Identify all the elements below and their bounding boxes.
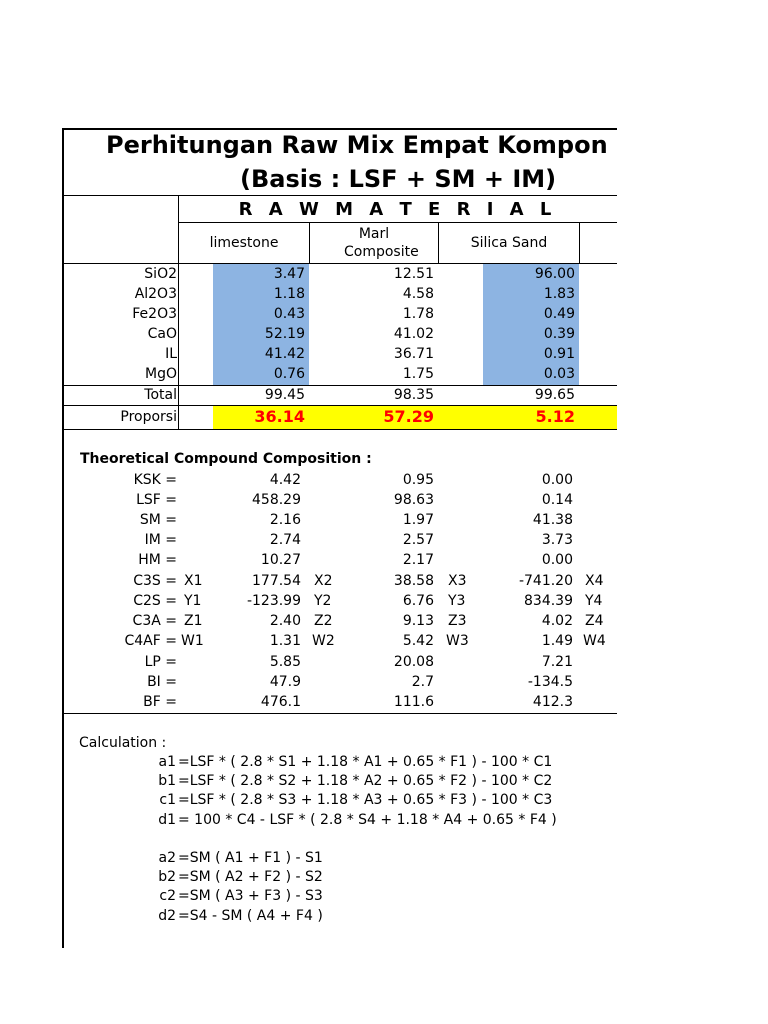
theo-value: 1.97 xyxy=(402,512,434,528)
theo-label: SM = xyxy=(139,512,177,528)
theo-var: W2 xyxy=(312,633,335,649)
oxide-value[interactable]: 0.49 xyxy=(543,306,575,322)
oxide-label: SiO2 xyxy=(144,266,177,282)
calc-name: a1 xyxy=(158,754,176,770)
oxide-value[interactable]: 41.42 xyxy=(264,346,305,362)
theo-label: C4AF = xyxy=(124,633,177,649)
oxide-value[interactable]: 52.19 xyxy=(264,326,305,342)
theo-value: 5.42 xyxy=(402,633,434,649)
calc-expr: =SM ( A3 + F3 ) - S3 xyxy=(178,888,323,904)
theo-value: 111.6 xyxy=(393,694,434,710)
oxide-label: IL xyxy=(165,346,177,362)
theo-var: W4 xyxy=(583,633,606,649)
theo-label: C3S = xyxy=(133,573,177,589)
theo-value: 7.21 xyxy=(541,654,573,670)
proporsi-value: 5.12 xyxy=(535,407,575,426)
oxide-value[interactable]: 1.18 xyxy=(273,286,305,302)
calc-expr: =SM ( A1 + F1 ) - S1 xyxy=(178,850,323,866)
column-header-silica: Silica Sand xyxy=(470,235,548,251)
calc-expr: =SM ( A2 + F2 ) - S2 xyxy=(178,869,323,885)
calc-name: d2 xyxy=(158,908,176,924)
oxide-value[interactable]: 0.03 xyxy=(543,366,575,382)
total-value: 99.65 xyxy=(534,387,575,403)
column-header-marl: Marl Composite xyxy=(344,226,419,260)
theo-var: Y1 xyxy=(184,593,202,609)
oxide-label: Al2O3 xyxy=(134,286,177,302)
theo-value: 47.9 xyxy=(269,674,301,690)
theo-var: Y2 xyxy=(314,593,332,609)
theo-value: -741.20 xyxy=(518,573,573,589)
spreadsheet xyxy=(62,128,617,948)
total-value: 98.35 xyxy=(393,387,434,403)
theo-label: IM = xyxy=(144,532,177,548)
theo-value: 3.73 xyxy=(541,532,573,548)
theo-label: BF = xyxy=(143,694,177,710)
theo-label: HM = xyxy=(138,552,177,568)
theo-var: Z1 xyxy=(184,613,203,629)
theo-var: X3 xyxy=(448,573,467,589)
theo-value: 476.1 xyxy=(260,694,301,710)
calc-expr: =S4 - SM ( A4 + F4 ) xyxy=(178,908,323,924)
calc-name: b2 xyxy=(158,869,176,885)
theo-value: 10.27 xyxy=(260,552,301,568)
theo-var: Y4 xyxy=(585,593,603,609)
calc-expr: = 100 * C4 - LSF * ( 2.8 * S4 + 1.18 * A4 + 0.65 * F4 ) xyxy=(178,812,557,828)
theo-value: 458.29 xyxy=(252,492,301,508)
theo-value: 5.85 xyxy=(269,654,301,670)
theo-value: 2.17 xyxy=(402,552,434,568)
calc-expr: =LSF * ( 2.8 * S2 + 1.18 * A2 + 0.65 * F2 ) - 100 * C2 xyxy=(178,773,553,789)
theo-var: W3 xyxy=(446,633,469,649)
oxide-value[interactable]: 0.43 xyxy=(273,306,305,322)
theo-label: KSK = xyxy=(133,472,177,488)
theo-var: Z3 xyxy=(448,613,467,629)
theo-value: 2.57 xyxy=(402,532,434,548)
theo-value: 412.3 xyxy=(532,694,573,710)
oxide-value[interactable]: 36.71 xyxy=(393,346,434,362)
theo-value: 834.39 xyxy=(524,593,573,609)
total-value: 99.45 xyxy=(264,387,305,403)
theo-value: 9.13 xyxy=(402,613,434,629)
theoretical-heading: Theoretical Compound Composition : xyxy=(80,451,372,467)
theo-value: 2.16 xyxy=(269,512,301,528)
oxide-label: CaO xyxy=(147,326,177,342)
oxide-label: Fe2O3 xyxy=(132,306,177,322)
calc-name: c2 xyxy=(159,888,176,904)
theo-value: 0.95 xyxy=(402,472,434,488)
theo-value: 98.63 xyxy=(393,492,434,508)
theo-label: LSF = xyxy=(136,492,177,508)
oxide-value[interactable]: 0.91 xyxy=(543,346,575,362)
theo-var: Z2 xyxy=(314,613,333,629)
oxide-value[interactable]: 4.58 xyxy=(402,286,434,302)
calculation-heading: Calculation : xyxy=(79,735,167,751)
oxide-value[interactable]: 12.51 xyxy=(393,266,434,282)
calc-expr: =LSF * ( 2.8 * S3 + 1.18 * A3 + 0.65 * F3 ) - 100 * C3 xyxy=(178,792,553,808)
oxide-value[interactable]: 0.39 xyxy=(543,326,575,342)
oxide-value[interactable]: 1.78 xyxy=(402,306,434,322)
theo-var: Z4 xyxy=(585,613,604,629)
theo-label: C2S = xyxy=(133,593,177,609)
proporsi-label: Proporsi xyxy=(120,409,177,425)
theo-label: C3A = xyxy=(132,613,177,629)
proporsi-bottom-divider xyxy=(62,429,617,430)
theo-value: 0.00 xyxy=(541,472,573,488)
oxide-value[interactable]: 3.47 xyxy=(273,266,305,282)
theo-var: W1 xyxy=(181,633,204,649)
theo-value: 2.7 xyxy=(411,674,434,690)
theo-value: 41.38 xyxy=(532,512,573,528)
oxide-value[interactable]: 1.75 xyxy=(402,366,434,382)
calc-name: d1 xyxy=(158,812,176,828)
raw-material-header: R A W M A T E R I A L xyxy=(238,199,557,220)
theo-value: 177.54 xyxy=(252,573,301,589)
proporsi-value: 57.29 xyxy=(383,407,434,426)
oxide-value[interactable]: 41.02 xyxy=(393,326,434,342)
theo-label: LP = xyxy=(144,654,177,670)
theo-value: 20.08 xyxy=(393,654,434,670)
theo-value: 38.58 xyxy=(393,573,434,589)
page-title: Perhitungan Raw Mix Empat Kompon xyxy=(106,131,608,159)
oxide-value[interactable]: 0.76 xyxy=(273,366,305,382)
calc-name: b1 xyxy=(158,773,176,789)
theo-var: X2 xyxy=(314,573,333,589)
total-label: Total xyxy=(144,387,177,403)
label-col-border xyxy=(178,196,179,429)
calc-name: c1 xyxy=(159,792,176,808)
col1-border xyxy=(309,223,310,263)
theo-label: BI = xyxy=(147,674,177,690)
col3-border xyxy=(579,223,580,263)
proporsi-value: 36.14 xyxy=(254,407,305,426)
theo-var: X1 xyxy=(184,573,203,589)
page-subtitle: (Basis : LSF + SM + IM) xyxy=(240,165,557,193)
theo-value: -123.99 xyxy=(246,593,301,609)
calc-name: a2 xyxy=(158,850,176,866)
theo-var: Y3 xyxy=(448,593,466,609)
oxide-value[interactable]: 96.00 xyxy=(534,266,575,282)
theo-value: 2.74 xyxy=(269,532,301,548)
oxide-label: MgO xyxy=(145,366,177,382)
theo-value: 0.14 xyxy=(541,492,573,508)
theo-value: 6.76 xyxy=(402,593,434,609)
calc-expr: =LSF * ( 2.8 * S1 + 1.18 * A1 + 0.65 * F1 ) - 100 * C1 xyxy=(178,754,553,770)
theo-value: 2.40 xyxy=(269,613,301,629)
theo-value: 0.00 xyxy=(541,552,573,568)
column-header-limestone: limestone xyxy=(209,235,279,251)
theo-value: -134.5 xyxy=(527,674,573,690)
theo-value: 1.49 xyxy=(541,633,573,649)
oxide-value[interactable]: 1.83 xyxy=(543,286,575,302)
theoretical-divider xyxy=(62,713,617,714)
theo-value: 4.42 xyxy=(269,472,301,488)
theo-value: 4.02 xyxy=(541,613,573,629)
theo-value: 1.31 xyxy=(269,633,301,649)
theo-var: X4 xyxy=(585,573,604,589)
